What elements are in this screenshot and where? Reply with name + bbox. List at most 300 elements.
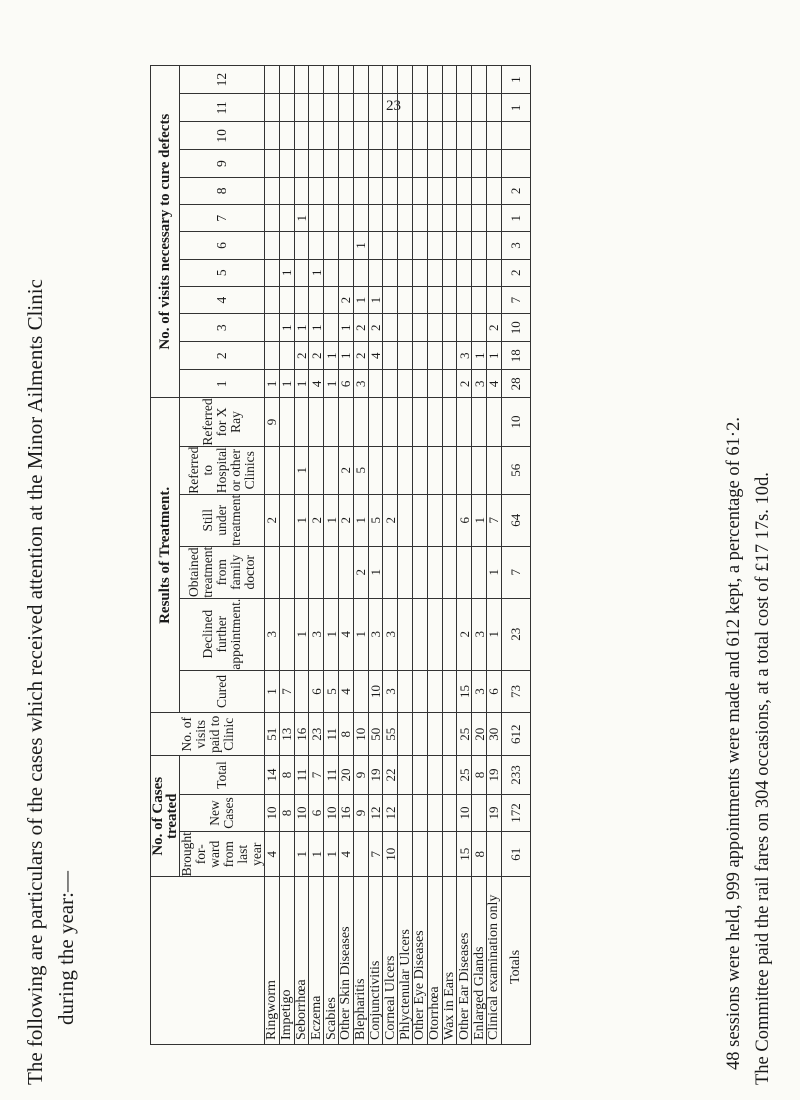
table-cell: [309, 546, 324, 598]
table-cell: [279, 150, 294, 177]
table-cell: [383, 446, 398, 494]
table-cell: [427, 314, 442, 342]
total-header: Total: [180, 756, 265, 795]
table-cell: [427, 494, 442, 546]
table-cell: 1: [279, 370, 294, 398]
table-cell: [309, 150, 324, 177]
table-cell: [501, 122, 530, 150]
table-cell: 3: [472, 670, 487, 713]
new-cases-header: New Cases: [180, 794, 265, 831]
table-cell: [412, 370, 427, 398]
table-cell: 11: [324, 713, 339, 756]
table-cell: [383, 314, 398, 342]
table-cell: [427, 370, 442, 398]
table-cell: [398, 314, 413, 342]
table-cell: [309, 177, 324, 204]
table-cell: [368, 150, 383, 177]
visit-count-header: 1: [180, 370, 265, 398]
table-cell: [427, 546, 442, 598]
table-cell: [457, 286, 472, 313]
table-cell: [279, 546, 294, 598]
table-cell: 4: [486, 370, 501, 398]
row-label: Impetigo: [279, 877, 294, 1045]
table-cell: [338, 122, 353, 150]
table-cell: [472, 286, 487, 313]
cured-header: Cured: [180, 670, 265, 713]
table-cell: [279, 832, 294, 877]
table-cell: [427, 177, 442, 204]
table-cell: [368, 370, 383, 398]
table-cell: [442, 598, 457, 670]
table-cell: [324, 232, 339, 259]
table-cell: 4: [338, 832, 353, 877]
table-cell: [265, 259, 280, 286]
referred-xray-header: Referred for X Ray: [180, 398, 265, 446]
table-row: [294, 66, 309, 1045]
table-cell: 1: [294, 205, 309, 232]
table-cell: [427, 598, 442, 670]
table-cell: 7: [279, 670, 294, 713]
table-cell: [442, 232, 457, 259]
table-cell: 25: [457, 756, 472, 795]
table-row: [486, 66, 501, 1045]
table-cell: 2: [457, 598, 472, 670]
table-cell: [412, 446, 427, 494]
table-row: [472, 66, 487, 1045]
table-cell: [398, 66, 413, 94]
table-body: [265, 66, 531, 1045]
table-cell: 10: [368, 670, 383, 713]
table-cell: 1: [486, 546, 501, 598]
table-cell: 18: [501, 342, 530, 370]
table-cell: [368, 122, 383, 150]
table-cell: [338, 232, 353, 259]
table-cell: [472, 94, 487, 122]
table-cell: [279, 286, 294, 313]
table-cell: 1: [294, 598, 309, 670]
table-cell: [442, 713, 457, 756]
table-cell: [398, 370, 413, 398]
table-cell: [427, 832, 442, 877]
table-cell: [294, 670, 309, 713]
table-cell: 6: [309, 794, 324, 831]
table-cell: [294, 286, 309, 313]
table-cell: [309, 94, 324, 122]
table-cell: [442, 122, 457, 150]
table-cell: 51: [265, 713, 280, 756]
table-cell: 3: [383, 670, 398, 713]
table-cell: 10: [383, 832, 398, 877]
table-cell: [324, 398, 339, 446]
table-cell: 1: [324, 370, 339, 398]
table-cell: [412, 94, 427, 122]
row-label: Blepharitis: [353, 877, 368, 1045]
table-cell: 1: [353, 598, 368, 670]
table-cell: 1: [324, 342, 339, 370]
table-cell: [338, 94, 353, 122]
table-cell: 10: [294, 794, 309, 831]
table-cell: 4: [309, 370, 324, 398]
table-cell: [383, 342, 398, 370]
table-cell: [383, 150, 398, 177]
table-cell: 1: [309, 259, 324, 286]
table-cell: 2: [353, 314, 368, 342]
table-cell: [383, 205, 398, 232]
table-cell: 9: [353, 756, 368, 795]
table-cell: [457, 205, 472, 232]
table-cell: [442, 94, 457, 122]
table-cell: [324, 205, 339, 232]
row-label: Eczema: [309, 877, 324, 1045]
table-row: [368, 66, 383, 1045]
table-cell: 1: [294, 314, 309, 342]
table-cell: [353, 122, 368, 150]
table-cell: [486, 122, 501, 150]
row-label: Corneal Ulcers: [383, 877, 398, 1045]
table-cell: [265, 546, 280, 598]
table-cell: [265, 314, 280, 342]
table-row: [338, 66, 353, 1045]
visits-necessary-group-header: No. of visits necessary to cure defects: [151, 66, 180, 398]
visit-count-header: 4: [180, 286, 265, 313]
table-row: [398, 66, 413, 1045]
table-cell: [486, 66, 501, 94]
table-cell: [338, 205, 353, 232]
table-cell: [338, 150, 353, 177]
table-cell: 2: [368, 314, 383, 342]
table-cell: [265, 66, 280, 94]
table-cell: [486, 446, 501, 494]
table-cell: [472, 446, 487, 494]
visit-count-header: 8: [180, 177, 265, 204]
table-cell: 233: [501, 756, 530, 795]
table-cell: 25: [457, 713, 472, 756]
table-cell: [442, 832, 457, 877]
table-cell: 2: [338, 446, 353, 494]
table-cell: [442, 205, 457, 232]
table-cell: [265, 94, 280, 122]
table-cell: [294, 66, 309, 94]
table-cell: 19: [368, 756, 383, 795]
rail-fares-note: The Committee paid the rail fares on 304 occasions, at a total cost of £17 17s. 10d.: [753, 472, 773, 1085]
label-column-header: [151, 877, 265, 1045]
table-cell: [265, 205, 280, 232]
table-cell: 8: [279, 756, 294, 795]
table-cell: 8: [472, 756, 487, 795]
table-cell: [398, 342, 413, 370]
table-cell: [324, 286, 339, 313]
table-cell: 11: [294, 756, 309, 795]
table-cell: [486, 832, 501, 877]
table-cell: 7: [501, 286, 530, 313]
table-cell: [368, 66, 383, 94]
table-cell: [457, 546, 472, 598]
table-cell: [412, 756, 427, 795]
table-cell: 1: [309, 314, 324, 342]
table-cell: [442, 370, 457, 398]
table-cell: [457, 94, 472, 122]
table-cell: [398, 398, 413, 446]
results-group-header: Results of Treatment.: [151, 398, 180, 713]
table-cell: [427, 259, 442, 286]
table-cell: 10: [353, 713, 368, 756]
table-cell: 7: [309, 756, 324, 795]
table-cell: [398, 756, 413, 795]
table-cell: [457, 446, 472, 494]
table-cell: 16: [294, 713, 309, 756]
table-cell: [472, 259, 487, 286]
table-cell: [412, 122, 427, 150]
table-cell: [412, 205, 427, 232]
visit-count-header: 10: [180, 122, 265, 150]
table-cell: [472, 122, 487, 150]
table-cell: [279, 446, 294, 494]
table-cell: [457, 398, 472, 446]
table-cell: [427, 446, 442, 494]
table-cell: [442, 177, 457, 204]
table-cell: [398, 122, 413, 150]
table-cell: [265, 446, 280, 494]
table-cell: [442, 342, 457, 370]
table-row: [383, 66, 398, 1045]
table-row: [457, 66, 472, 1045]
table-cell: 3: [472, 598, 487, 670]
row-label: Other Eye Diseases: [412, 877, 427, 1045]
table-cell: 2: [383, 494, 398, 546]
table-cell: 1: [265, 670, 280, 713]
table-cell: [427, 94, 442, 122]
table-cell: 1: [338, 314, 353, 342]
table-cell: [427, 670, 442, 713]
table-cell: [294, 94, 309, 122]
table-cell: [486, 398, 501, 446]
table-cell: 5: [368, 494, 383, 546]
table-cell: 2: [294, 342, 309, 370]
table-cell: [265, 286, 280, 313]
table-cell: [383, 286, 398, 313]
table-cell: 3: [309, 598, 324, 670]
table-cell: [309, 398, 324, 446]
table-cell: [442, 314, 457, 342]
table-cell: 1: [353, 494, 368, 546]
table-row: [324, 66, 339, 1045]
table-cell: 1: [368, 286, 383, 313]
table-cell: [412, 598, 427, 670]
table-cell: 10: [457, 794, 472, 831]
table-cell: [427, 794, 442, 831]
table-cell: [472, 66, 487, 94]
table-cell: 7: [486, 494, 501, 546]
table-cell: 1: [486, 342, 501, 370]
table-cell: [368, 205, 383, 232]
table-cell: [427, 232, 442, 259]
table-cell: [442, 398, 457, 446]
table-cell: [383, 122, 398, 150]
table-cell: [294, 150, 309, 177]
table-cell: [486, 94, 501, 122]
table-cell: [324, 66, 339, 94]
table-cell: [294, 398, 309, 446]
table-cell: [324, 150, 339, 177]
table-cell: [442, 494, 457, 546]
table-cell: 172: [501, 794, 530, 831]
table-cell: 4: [338, 598, 353, 670]
table-cell: 10: [501, 398, 530, 446]
table-cell: [294, 232, 309, 259]
table-cell: [412, 286, 427, 313]
table-cell: 8: [472, 832, 487, 877]
table-cell: 1: [472, 494, 487, 546]
table-row: [309, 66, 324, 1045]
row-label: Other Ear Diseases: [457, 877, 472, 1045]
table-cell: [353, 205, 368, 232]
table-cell: [398, 546, 413, 598]
table-cell: [383, 546, 398, 598]
table-cell: [279, 232, 294, 259]
table-cell: [457, 66, 472, 94]
visit-count-header: 6: [180, 232, 265, 259]
table-cell: 8: [279, 794, 294, 831]
table-cell: 55: [383, 713, 398, 756]
table-cell: 11: [324, 756, 339, 795]
minor-ailments-table: [150, 65, 531, 1045]
table-cell: 1: [265, 370, 280, 398]
table-cell: 1: [309, 832, 324, 877]
table-cell: [398, 598, 413, 670]
table-cell: [294, 259, 309, 286]
heading-line-2: during the year:—: [54, 871, 78, 1025]
table-cell: [412, 150, 427, 177]
table-cell: [486, 205, 501, 232]
brought-forward-header: Brought for-ward from last year: [179, 832, 264, 877]
table-cell: [457, 232, 472, 259]
table-cell: [324, 546, 339, 598]
table-cell: 73: [501, 670, 530, 713]
table-cell: 13: [279, 713, 294, 756]
table-cell: 3: [472, 370, 487, 398]
table-cell: [412, 546, 427, 598]
table-cell: [265, 150, 280, 177]
table-cell: [324, 94, 339, 122]
table-cell: [338, 546, 353, 598]
table-cell: 1: [294, 832, 309, 877]
row-label: Conjunctivitis: [368, 877, 383, 1045]
table-cell: 9: [353, 794, 368, 831]
table-cell: [412, 670, 427, 713]
row-label: Otorrhœa: [427, 877, 442, 1045]
table-cell: 2: [353, 342, 368, 370]
table-cell: [398, 232, 413, 259]
table-cell: [442, 446, 457, 494]
table-cell: [412, 342, 427, 370]
table-cell: [309, 122, 324, 150]
table-cell: [472, 232, 487, 259]
table-cell: [427, 342, 442, 370]
table-cell: [427, 286, 442, 313]
table-cell: [486, 259, 501, 286]
table-cell: 3: [383, 598, 398, 670]
table-cell: 1: [472, 342, 487, 370]
table-cell: [472, 314, 487, 342]
table-cell: 61: [501, 832, 530, 877]
table-cell: [368, 232, 383, 259]
table-cell: 1: [279, 314, 294, 342]
table-cell: [279, 66, 294, 94]
table-cell: [442, 794, 457, 831]
table-cell: [265, 342, 280, 370]
table-cell: 3: [353, 370, 368, 398]
table-cell: [309, 232, 324, 259]
table-cell: [383, 370, 398, 398]
table-cell: 6: [309, 670, 324, 713]
table-cell: [501, 150, 530, 177]
table-cell: [442, 259, 457, 286]
table-cell: 19: [486, 794, 501, 831]
table-cell: 14: [265, 756, 280, 795]
table-cell: [294, 177, 309, 204]
row-label: Wax in Ears: [442, 877, 457, 1045]
table-cell: 22: [383, 756, 398, 795]
referred-hospital-header: Referred to Hospital or other Clinics: [180, 446, 265, 494]
table-row: [353, 66, 368, 1045]
table-cell: 4: [265, 832, 280, 877]
table-cell: [353, 177, 368, 204]
obtained-treatment-header: Obtained treatment from family doctor: [180, 546, 265, 598]
table-cell: 4: [338, 670, 353, 713]
row-label: Other Skin Diseases: [338, 877, 353, 1045]
visit-count-header: 3: [180, 314, 265, 342]
table-cell: [412, 259, 427, 286]
table-cell: 20: [472, 713, 487, 756]
table-cell: [324, 259, 339, 286]
table-cell: [427, 122, 442, 150]
table-cell: [398, 446, 413, 494]
table-cell: [279, 494, 294, 546]
table-cell: 1: [368, 546, 383, 598]
table-cell: 1: [324, 598, 339, 670]
table-cell: [472, 794, 487, 831]
table-cell: 1: [338, 342, 353, 370]
table-cell: [486, 150, 501, 177]
table-cell: [486, 177, 501, 204]
table-cell: [368, 94, 383, 122]
table-cell: 12: [368, 794, 383, 831]
row-label: Enlarged Glands: [472, 877, 487, 1045]
table-cell: [383, 66, 398, 94]
table-cell: [412, 398, 427, 446]
table-cell: [294, 122, 309, 150]
table-cell: [442, 546, 457, 598]
table-cell: [457, 314, 472, 342]
table-cell: 4: [368, 342, 383, 370]
table-cell: [398, 150, 413, 177]
table-cell: 8: [338, 713, 353, 756]
visit-count-header: 5: [180, 259, 265, 286]
table-cell: 1: [324, 494, 339, 546]
table-cell: [353, 66, 368, 94]
table-cell: 64: [501, 494, 530, 546]
visit-count-header: 9: [180, 150, 265, 177]
table-cell: 3: [265, 598, 280, 670]
table-cell: 2: [265, 494, 280, 546]
table-cell: [309, 66, 324, 94]
table-cell: [338, 259, 353, 286]
table-cell: [324, 177, 339, 204]
table-cell: 2: [338, 286, 353, 313]
table-cell: [472, 546, 487, 598]
visits-paid-header: No. of visits paid to Clinic: [151, 713, 265, 756]
table-cell: [279, 122, 294, 150]
